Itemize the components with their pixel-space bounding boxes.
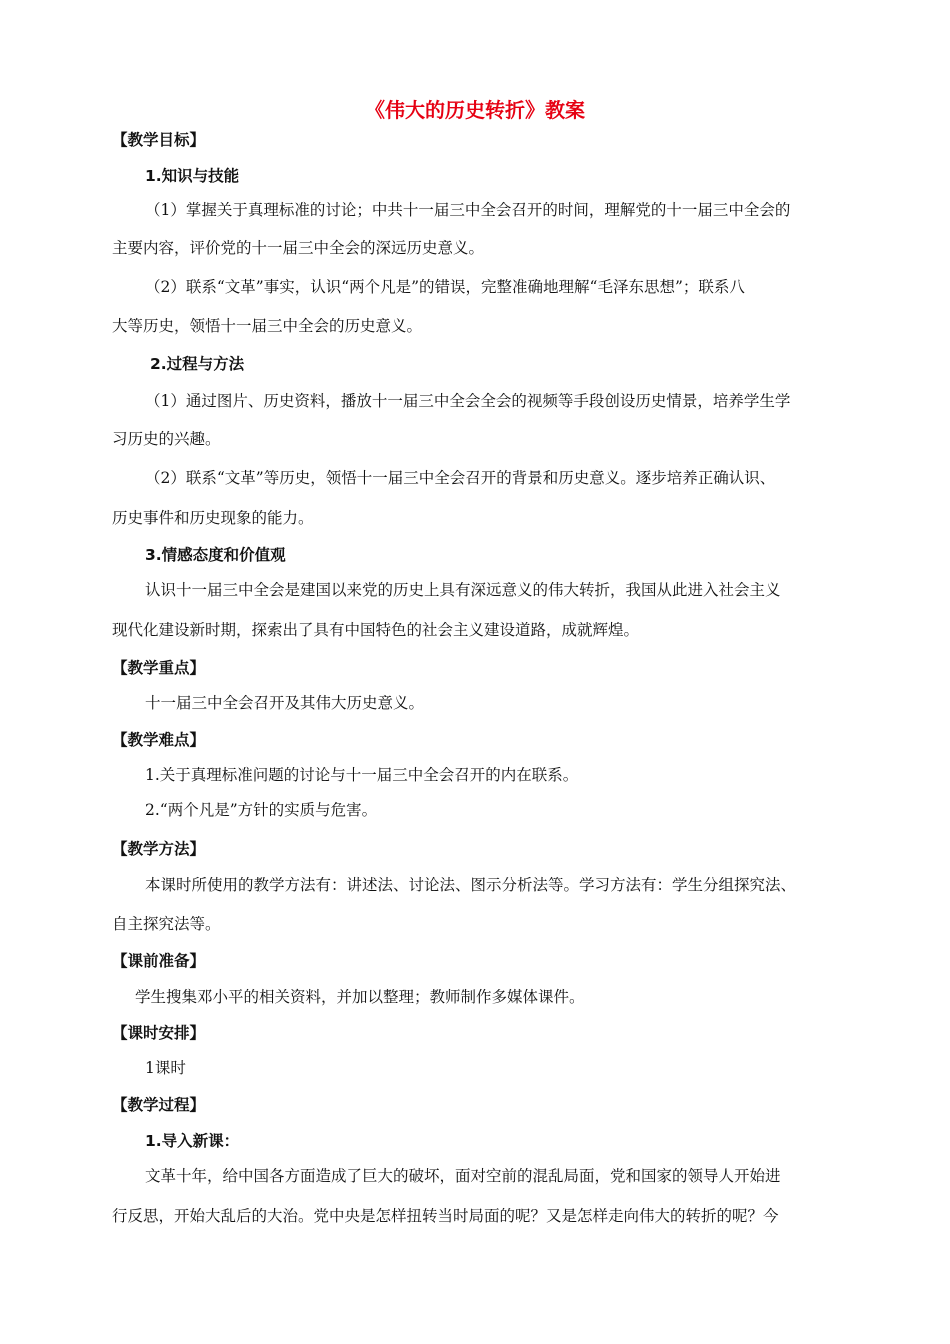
heading-methods: 【教学方法】 — [112, 840, 206, 858]
paragraph-line: （1）掌握关于真理标准的讨论；中共十一届三中全会召开的时间，理解党的十一届三中全会的 — [145, 201, 791, 219]
paragraph-line: （1）通过图片、历史资料，播放十一届三中全会全会的视频等手段创设历史情景，培养学生学 — [145, 392, 791, 410]
paragraph-line: 文革十年，给中国各方面造成了巨大的破坏，面对空前的混乱局面，党和国家的领导人开始进 — [145, 1167, 781, 1185]
subheading-attitudes-values: 3.情感态度和价值观 — [145, 546, 286, 564]
paragraph-line: 历史事件和历史现象的能力。 — [112, 509, 314, 527]
heading-difficulties: 【教学难点】 — [112, 731, 206, 749]
paragraph-line: 现代化建设新时期，探索出了具有中国特色的社会主义建设道路，成就辉煌。 — [112, 621, 640, 639]
subheading-process-methods: 2.过程与方法 — [150, 355, 245, 373]
heading-schedule: 【课时安排】 — [112, 1024, 206, 1042]
paragraph-line: 认识十一届三中全会是建国以来党的历史上具有深远意义的伟大转折，我国从此进入社会主义 — [145, 581, 781, 599]
paragraph-line: 1.关于真理标准问题的讨论与十一届三中全会召开的内在联系。 — [145, 766, 579, 784]
paragraph-line: 主要内容，评价党的十一届三中全会的深远历史意义。 — [112, 239, 485, 257]
paragraph-line: 1课时 — [145, 1059, 186, 1077]
document-title: 《伟大的历史转折》教案 — [365, 98, 585, 122]
paragraph-line: 2.“两个凡是”方针的实质与危害。 — [145, 801, 378, 819]
paragraph-line: 十一届三中全会召开及其伟大历史意义。 — [145, 694, 425, 712]
heading-key-points: 【教学重点】 — [112, 659, 206, 677]
paragraph-line: 习历史的兴趣。 — [112, 430, 221, 448]
paragraph-line: 自主探究法等。 — [112, 915, 221, 933]
subheading-knowledge-skills: 1.知识与技能 — [145, 167, 240, 185]
paragraph-line: （2）联系“文革”事实，认识“两个凡是”的错误，完整准确地理解“毛泽东思想”；联系八 — [145, 278, 745, 296]
paragraph-line: 行反思，开始大乱后的大治。党中央是怎样扭转当时局面的呢？又是怎样走向伟大的转折的呢？今 — [112, 1207, 779, 1225]
heading-process: 【教学过程】 — [112, 1096, 206, 1114]
paragraph-line: （2）联系“文革”等历史，领悟十一届三中全会召开的背景和历史意义。逐步培养正确认识、 — [145, 469, 776, 487]
paragraph-line: 学生搜集邓小平的相关资料，并加以整理；教师制作多媒体课件。 — [135, 988, 585, 1006]
heading-objectives: 【教学目标】 — [112, 131, 206, 149]
paragraph-line: 本课时所使用的教学方法有：讲述法、讨论法、图示分析法等。学习方法有：学生分组探究法、 — [145, 876, 797, 894]
subheading-introduction: 1.导入新课： — [145, 1132, 240, 1150]
heading-preparation: 【课前准备】 — [112, 952, 206, 970]
paragraph-line: 大等历史，领悟十一届三中全会的历史意义。 — [112, 317, 423, 335]
